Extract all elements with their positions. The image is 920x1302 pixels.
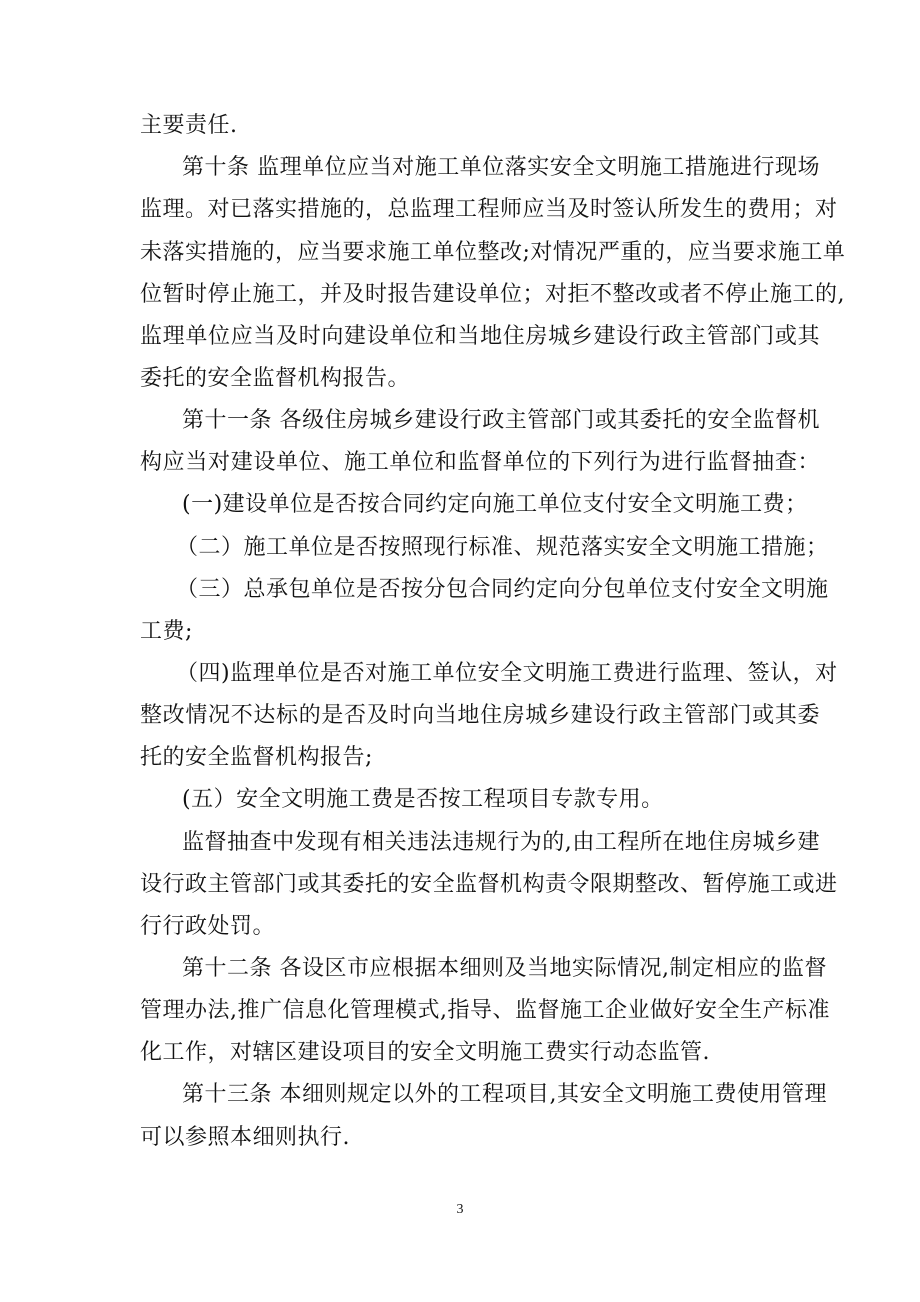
text-line: 未落实措施的，应当要求施工单位整改;对情况严重的，应当要求施工单 [140,240,846,265]
article-11-heading-line: 第十一条 各级住房城乡建设行政主管部门或其委托的安全监督机 [182,408,820,433]
paragraph-line: 监督抽查中发现有相关违法违规行为的,由工程所在地住房城乡建 [182,830,820,855]
list-item-4-continuation: 整改情况不达标的是否及时向当地住房城乡建设行政主管部门或其委 [140,703,820,728]
text-line: 设行政主管部门或其委托的安全监督机构责令限期整改、暂停施工或进 [140,872,838,897]
list-item-3: （三）总承包单位是否按分包合同约定向分包单位支付安全文明施 [176,577,829,602]
list-item-3-continuation: 工费; [140,619,193,644]
text-line: 行行政处罚。 [140,914,276,939]
list-item-2: （二）施工单位是否按照现行标准、规范落实安全文明施工措施； [176,535,829,560]
text-line: 可以参照本细则执行. [140,1125,350,1150]
list-item-4: （四)监理单位是否对施工单位安全文明施工费进行监理、签认，对 [176,661,838,686]
article-13-heading-line: 第十三条 本细则规定以外的工程项目,其安全文明施工费使用管理 [182,1082,827,1107]
article-10-heading-line: 第十条 监理单位应当对施工单位落实安全文明施工措施进行现场 [182,155,820,180]
list-item-4-continuation: 托的安全监督机构报告; [140,745,373,770]
text-line: 化工作，对辖区建设项目的安全文明施工费实行动态监管. [140,1040,710,1065]
text-line: 构应当对建设单位、施工单位和监督单位的下列行为进行监督抽查： [140,450,820,475]
text-line: 监理。对已落实措施的，总监理工程师应当及时签认所发生的费用；对 [140,197,838,222]
text-line: 委托的安全监督机构报告。 [140,366,411,391]
list-item-5: (五）安全文明施工费是否按工程项目专款专用。 [182,787,664,812]
text-line: 主要责任. [140,113,238,138]
text-line: 管理办法,推广信息化管理模式,指导、监督施工企业做好安全生产标准 [140,998,830,1023]
text-line: 监理单位应当及时向建设单位和当地住房城乡建设行政主管部门或其 [140,324,820,349]
list-item-1: (一)建设单位是否按合同约定向施工单位支付安全文明施工费； [182,492,808,517]
article-12-heading-line: 第十二条 各设区市应根据本细则及当地实际情况,制定相应的监督 [182,956,827,981]
text-line: 位暂时停止施工，并及时报告建设单位；对拒不整改或者不停止施工的, [140,282,845,307]
page-number: 3 [456,1202,464,1217]
